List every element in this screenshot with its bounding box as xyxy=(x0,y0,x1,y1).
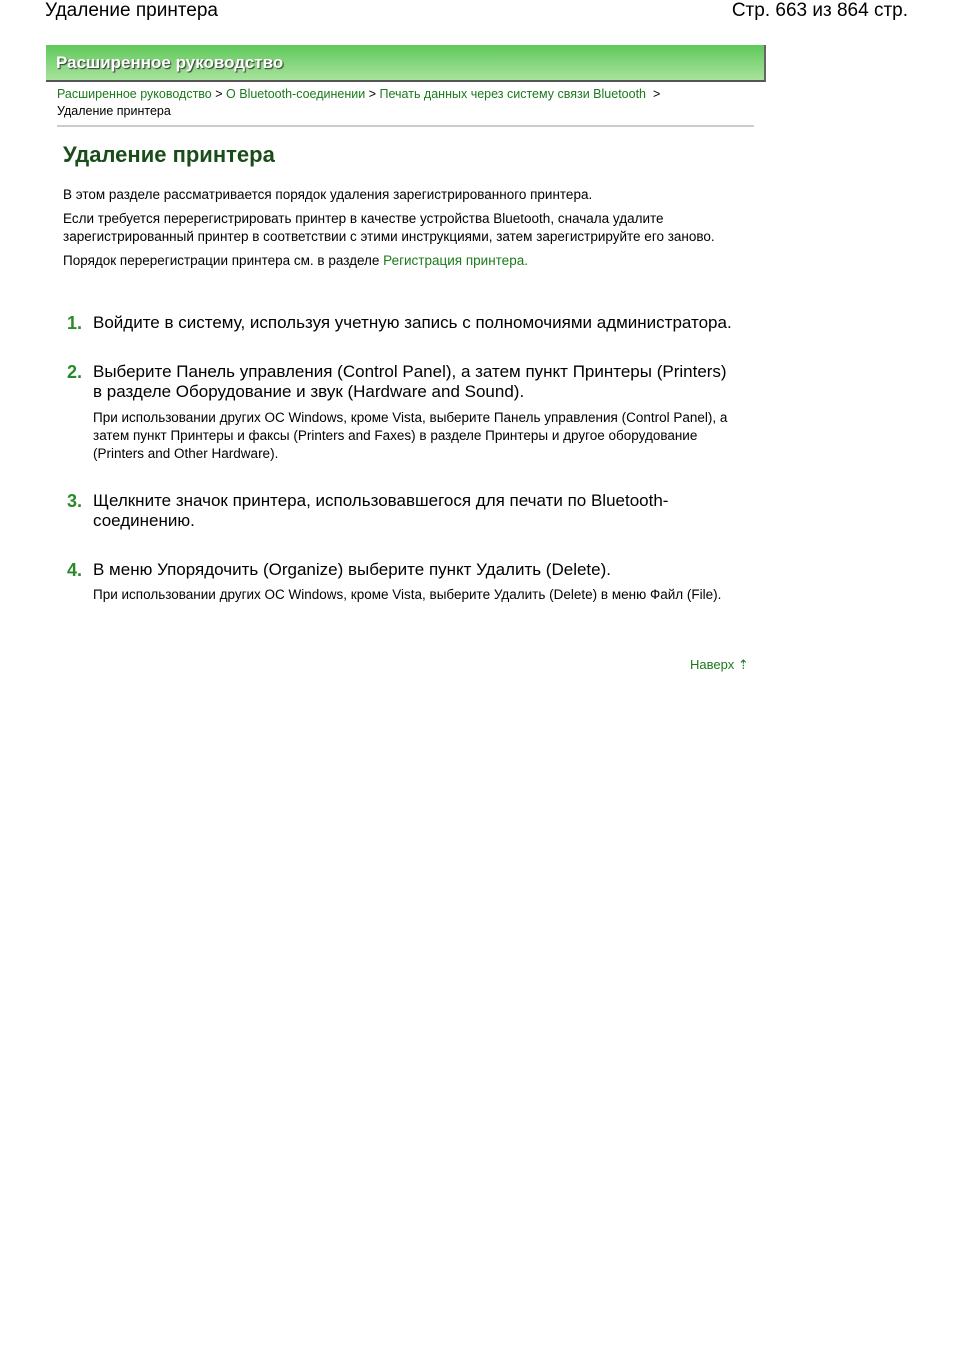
steps-list xyxy=(67,313,737,632)
registration-link[interactable]: Регистрация принтера xyxy=(383,253,525,268)
intro-text: В этом разделе рассматривается порядок удаления зарегистрированного принтера. xyxy=(63,187,593,202)
step xyxy=(67,313,737,334)
step-text: Войдите в систему, используя учетную запись с полномочиями администратора. xyxy=(93,313,732,332)
breadcrumb xyxy=(57,86,754,127)
breadcrumb-link[interactable]: Расширенное руководство xyxy=(57,87,212,101)
page-title: Удаление принтера xyxy=(63,142,275,167)
step-number: 2. xyxy=(67,361,83,382)
breadcrumb-sep: > xyxy=(652,87,661,101)
intro xyxy=(63,186,723,276)
step xyxy=(67,560,737,605)
step-number: 4. xyxy=(67,559,83,580)
breadcrumb-sep: > xyxy=(368,87,377,101)
breadcrumb-link[interactable]: О Bluetooth-соединении xyxy=(226,87,366,101)
step-number: 1. xyxy=(67,313,83,333)
arrow-up-icon: ⇡ xyxy=(737,657,749,672)
step xyxy=(67,491,737,532)
step-number: 3. xyxy=(67,490,83,511)
step-text: Выберите Панель управления (Control Panel), а затем пункт Принтеры (Printers) в разделе Оборудование и звук (Hardware and Sound). xyxy=(93,361,727,401)
banner-title: Расширенное руководство xyxy=(56,53,284,72)
step-note: При использовании других ОС Windows, кроме Vista, выберите Панель управления (Control Panel), а затем пункт Принтеры и факсы (Printers and Faxes) в разделе Принтеры и другое оборудование (Printers and Other Hardware). xyxy=(93,409,728,461)
breadcrumb-link[interactable]: Печать данных через систему связи Bluetooth xyxy=(379,87,646,101)
intro-text: Порядок перерегистрации принтера см. в разделе Регистрация принтера. xyxy=(63,253,528,268)
intro-text: Если требуется перерегистрировать принтер в качестве устройства Bluetooth, сначала удалите зарегистрированный принтер в соответствии с этими инструкциями, затем зарегистрируйте его заново. xyxy=(63,211,715,244)
banner xyxy=(46,45,766,82)
step-text: Щелкните значок принтера, использовавшегося для печати по Bluetooth-соединению. xyxy=(93,490,669,530)
page-number: Стр. 663 из 864 стр. xyxy=(731,0,908,21)
step-text: В меню Упорядочить (Organize) выберите пункт Удалить (Delete). xyxy=(93,559,611,579)
back-to-top-link[interactable] xyxy=(690,657,749,673)
breadcrumb-current: Удаление принтера xyxy=(57,104,171,118)
header-title: Удаление принтера xyxy=(45,0,218,21)
breadcrumb-sep: > xyxy=(215,87,223,101)
back-to-top-label: Наверх xyxy=(690,657,735,672)
step-note: При использовании других ОС Windows, кроме Vista, выберите Удалить (Delete) в меню Файл (File). xyxy=(93,587,722,602)
step xyxy=(67,362,737,463)
